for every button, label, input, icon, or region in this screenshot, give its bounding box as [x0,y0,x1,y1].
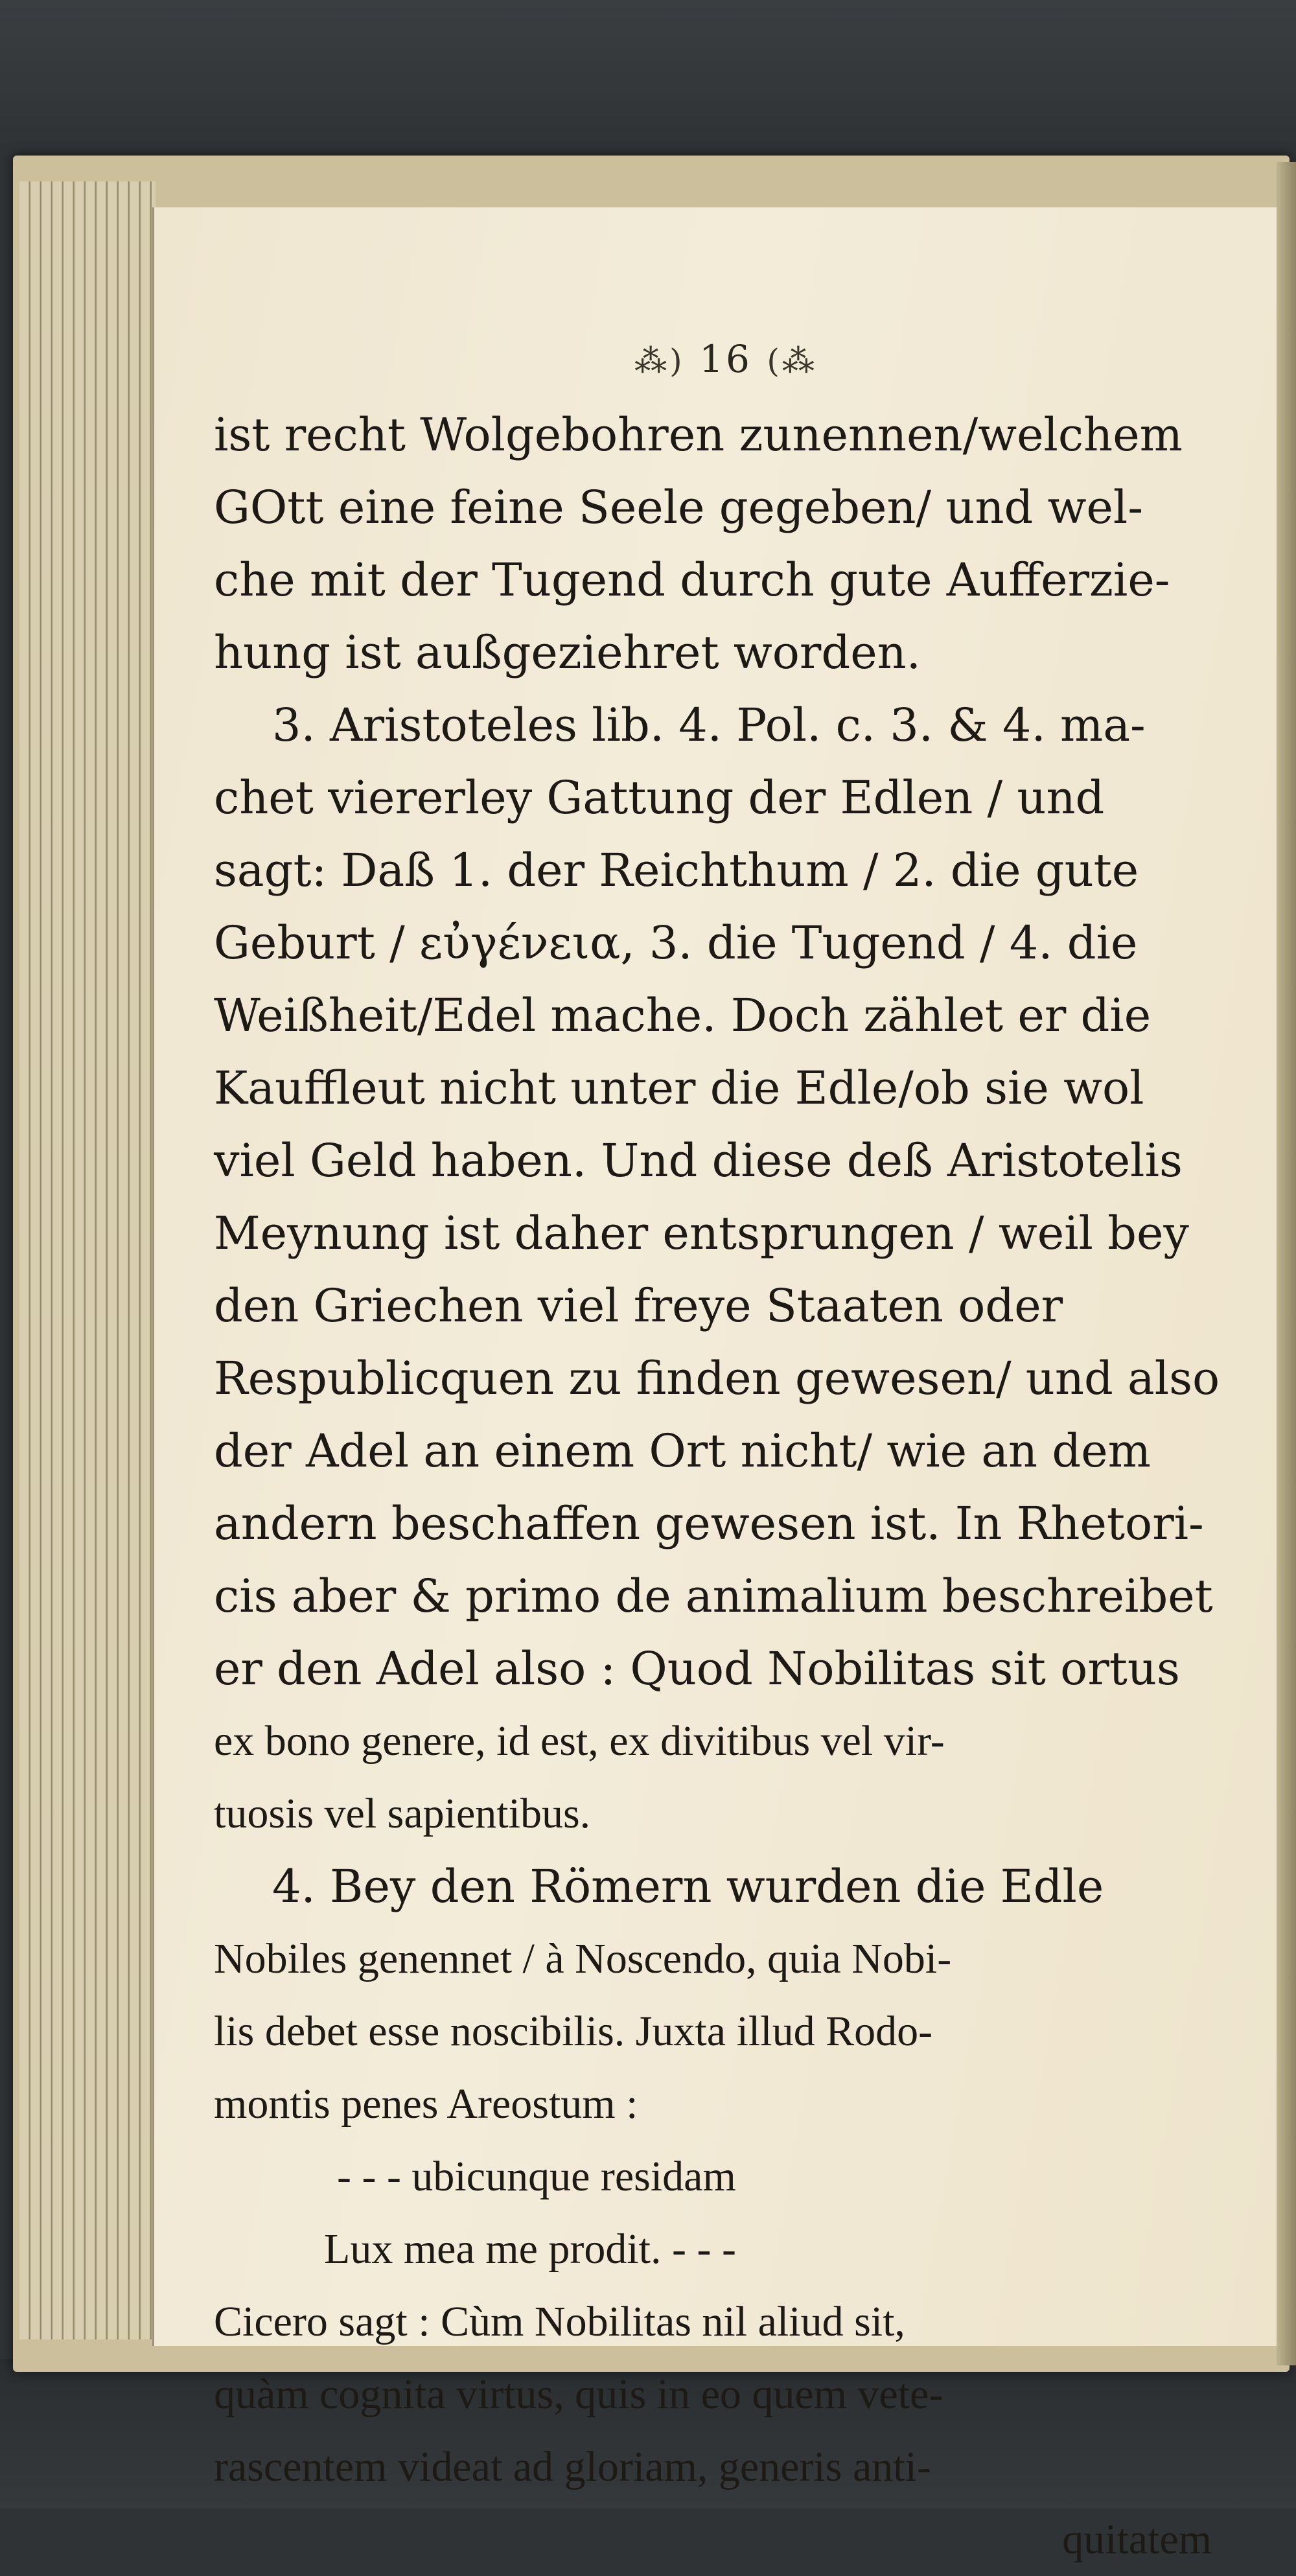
verse-line: - - - ubicunque residam [337,2153,736,2200]
text-line: viel Geld haben. Und diese deß Aristotelis [214,1134,1183,1187]
text-line: ex bono genere, id est, ex divitibus vel vir- [214,1717,945,1765]
text-body [214,399,1238,2576]
catchword: quitatem [1062,2516,1212,2563]
page-number: 16 [699,337,752,381]
text-line: Geburt / εὐγένεια, 3. die Tugend / 4. die [214,916,1138,969]
text-line: den Griechen viel freye Staaten oder [214,1279,1063,1332]
text-line: der Adel an einem Ort nicht/ wie an dem [214,1424,1151,1478]
book-right-edge [1277,162,1296,2365]
text-line: lis debet esse noscibilis. Juxta illud Rodo- [214,2008,933,2055]
text-line: cis aber & primo de animalium beschreibet [214,1570,1213,1623]
text-line: er den Adel also : Quod Nobilitas sit ortus [214,1642,1180,1695]
text-line: che mit der Tugend durch gute Aufferzie- [214,553,1170,607]
page-header [214,337,1238,381]
text-line: GOtt eine feine Seele gegeben/ und wel- [214,481,1143,534]
text-line: hung ist außgeziehret worden. [214,626,921,679]
header-ornament-left: ⁂) [634,342,685,380]
text-line: 4. Bey den Römern wurden die Edle [272,1860,1104,1913]
text-line: sagt: Daß 1. der Reichthum / 2. die gute [214,844,1139,897]
text-line: Respublicquen zu finden gewesen/ und also [214,1352,1220,1405]
text-line: Weißheit/Edel mache. Doch zählet er die [214,989,1151,1042]
text-line: montis penes Areostum : [214,2080,638,2128]
text-line: Meynung ist daher entsprungen / weil bey [214,1207,1189,1260]
text-line: rascentem videat ad gloriam, generis anti- [214,2443,931,2490]
text-line: 3. Aristoteles lib. 4. Pol. c. 3. & 4. ma- [272,699,1146,752]
text-line: quàm cognita virtus, quis in eo quem vete- [214,2371,943,2418]
text-line: Cicero sagt : Cùm Nobilitas nil aliud sit, [214,2298,905,2345]
header-ornament-right: (⁂ [767,342,817,380]
text-line: Nobiles genennet / à Noscendo, quia Nobi- [214,1935,952,1982]
book-page-edges [19,181,156,2339]
text-line: tuosis vel sapientibus. [214,1790,591,1837]
text-line: Kauffleut nicht unter die Edle/ob sie wol [214,1062,1144,1115]
background-cloth-top [0,0,1296,162]
text-line: ist recht Wolgebohren zunennen/welchem [214,408,1183,461]
text-line: andern beschaffen gewesen ist. In Rhetori- [214,1497,1204,1550]
verse-line: Lux mea me prodit. - - - [324,2225,736,2273]
text-line: chet viererley Gattung der Edlen / und [214,771,1105,824]
